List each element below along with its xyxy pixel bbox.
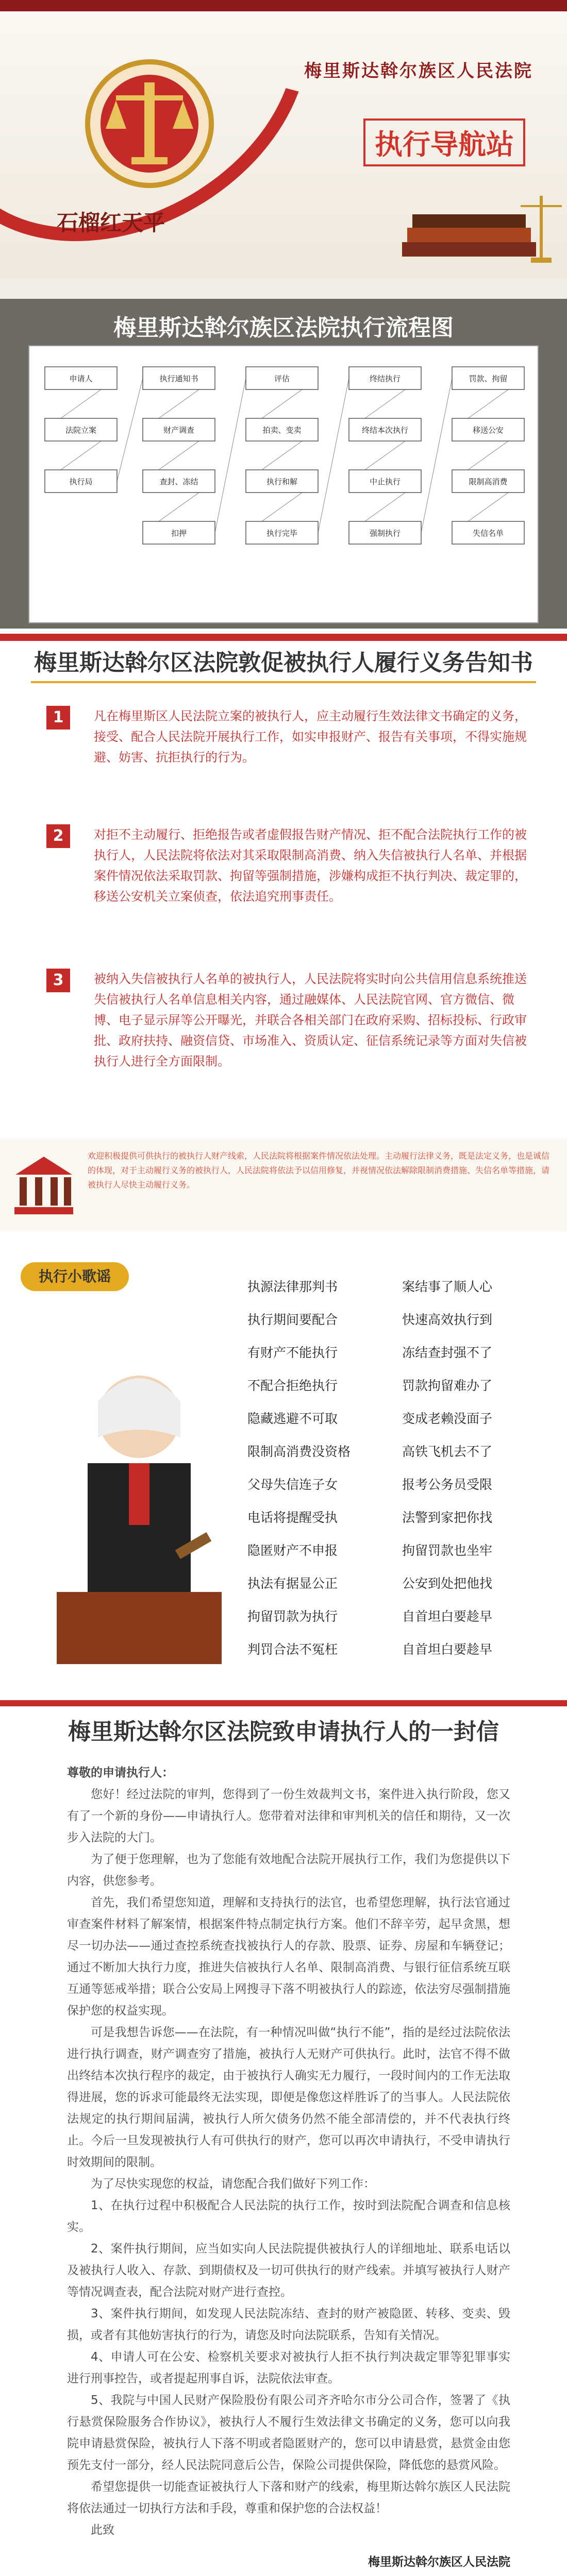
letter-header xyxy=(0,1700,567,1752)
rhyme-line: 快速高效执行到 xyxy=(402,1312,493,1327)
letter-paragraph: 您好！经过法院的审判，您得到了一份生效裁判文书，案件进入执行阶段，您又有了一个新的身份——申请执行人。您带着对法律和审判机关的信任和期待，又一次步入法院的大门。 xyxy=(67,1788,510,1844)
notice-top-bar xyxy=(0,634,567,641)
courthouse-icon xyxy=(10,1151,77,1218)
letter-body xyxy=(67,1762,510,2573)
letter-title: 梅里斯达斡尔区法院致申请执行人的一封信 xyxy=(68,1719,499,1745)
flow-connector xyxy=(318,378,349,533)
rhyme-line: 判罚合法不冤枉 xyxy=(247,1642,338,1657)
flow-node-label: 评估 xyxy=(274,374,290,383)
notice-divider xyxy=(31,681,536,683)
rhyme-line: 冻结查封强不了 xyxy=(402,1345,493,1360)
flow-node-label: 终结执行 xyxy=(369,374,401,383)
flow-node-label: 终结本次执行 xyxy=(361,426,409,435)
flow-connector xyxy=(117,378,143,481)
rhyme-line: 拘留罚款为执行 xyxy=(247,1609,338,1624)
court-name: 梅里斯达斡尔族区人民法院 xyxy=(304,61,533,81)
letter-paragraph: 4、申请人可在公安、检察机关要求对被执行人拒不执行判决裁定罪等犯罪事实进行刑事控告，或者提起刑事自诉，法院依法审查。 xyxy=(67,2350,510,2385)
notice-item-text: 对拒不主动履行、拒绝报告或者虚假报告财产情况、拒不配合法院执行工作的被执行人，人民法院将依法对其采取限制高消费、纳入失信被执行人名单、并根据案件情况依法采取罚款、拘留等强制措施，涉嫌构成拒不执行判决、裁定罪的，移送公安机关立案侦查，依法追究刑事责任。 xyxy=(94,827,527,904)
flow-node-label: 执行通知书 xyxy=(159,374,198,383)
notice-item-number: 2 xyxy=(46,824,70,848)
flowchart-title: 梅里斯达斡尔族区法院执行流程图 xyxy=(113,315,454,341)
rhyme-line: 拘留罚款也坐牢 xyxy=(402,1543,493,1558)
rhyme-line: 有财产不能执行 xyxy=(247,1345,338,1360)
letter-paragraph: 首先，我们希望您知道，理解和支持执行的法官，也希望您理解，执行法官通过审查案件材料了解案情，根据案件特点制定执行方案。他们不辞辛劳，起早贪黑，想尽一切办法——通过查控系统查找被执行人的存款、股票、证券、房屋和车辆登记；通过不断加大执行力度，推进失信被执行人名单、限制高消费、与银行征信系统互联互通等惩戒举措；联合公安局上网搜寻下落不明被执行人的踪迹，依法穷尽强制措施保护您的权益实现。 xyxy=(67,1896,510,2018)
rhyme-line: 隐匿财产不申报 xyxy=(247,1543,338,1558)
notice-item-number: 3 xyxy=(46,969,70,992)
rhyme-line: 不配合拒绝执行 xyxy=(247,1378,338,1393)
flow-node-label: 财产调查 xyxy=(163,426,195,435)
letter-signature: 梅里斯达斡尔族区人民法院 xyxy=(368,2555,510,2569)
letter-paragraph: 此致 xyxy=(91,2523,114,2537)
rhyme-label: 执行小歌谣 xyxy=(21,1262,129,1291)
letter-paragraph: 1、在执行过程中积极配合人民法院的执行工作，按时到法院配合调查和信息核实。 xyxy=(67,2199,510,2234)
rhyme-line: 执源法律那判书 xyxy=(247,1279,338,1294)
books-and-scale-icon xyxy=(392,185,562,273)
flow-node-label: 执行完毕 xyxy=(266,529,298,538)
flowchart-svg xyxy=(29,346,538,622)
flow-connector xyxy=(215,378,246,533)
flow-node-label: 罚款、拘留 xyxy=(469,374,508,383)
rhyme-line: 自首坦白要趁早 xyxy=(402,1609,493,1624)
notice-item xyxy=(46,824,526,979)
rhyme-section xyxy=(0,1252,567,1690)
rhyme-line: 法警到家把你找 xyxy=(402,1510,493,1525)
notice-footnote xyxy=(0,1139,567,1231)
letter-paragraph: 希望您提供一切能查证被执行人下落和财产的线索，梅里斯达斡尔族区人民法院将依法通过一切执行方法和手段，尊重和保护您的合法权益！ xyxy=(67,2480,510,2515)
judge-illustration-icon xyxy=(46,1345,232,1674)
notice-title: 梅里斯达斡尔区法院敦促被执行人履行义务告知书 xyxy=(34,650,533,676)
rhyme-line: 高铁飞机去不了 xyxy=(402,1444,493,1459)
footnote-text: 欢迎积极提供可供执行的被执行人财产线索，人民法院将根据案件情况依法处理。主动履行法律义务，既是法定义务，也是诚信的体现，对于主动履行义务的被执行人，人民法院将依法予以信用修复，并视情况依法解除限制消费措施、失信名单等措施，请被执行人尽快主动履行义务。 xyxy=(88,1151,550,1190)
letter-paragraphs xyxy=(67,1784,510,2541)
rhyme-line: 限制高消费没资格 xyxy=(247,1444,351,1459)
rhyme-line: 执法有据显公正 xyxy=(247,1576,338,1591)
notice-item-text: 被纳入失信被执行人名单的被执行人，人民法院将实时向公共信用信息系统推送失信被执行人名单信息相关内容，通过融媒体、人民法院官网、官方微信、微博、电子显示屏等公开曝光，并联合各相关部门在政府采购、招标投标、行政审批、政府扶持、融资信贷、市场准入、资质认定、征信系统记录等方面对失信被执行人进行全方面限制。 xyxy=(94,972,527,1069)
flow-node-label: 强制执行 xyxy=(369,529,401,538)
rhyme-line: 案结事了顺人心 xyxy=(402,1279,493,1294)
rhyme-line: 执行期间要配合 xyxy=(247,1312,338,1327)
flow-node-label: 申请人 xyxy=(69,374,93,383)
flow-connector xyxy=(421,378,452,533)
letter-top-bar xyxy=(0,1700,567,1706)
notice-item-number: 1 xyxy=(46,706,70,730)
letter-paragraph: 为了便于您理解，也为了您能有效地配合法院开展执行工作，我们为您提供以下内容，供您参考。 xyxy=(67,1853,510,1888)
flow-node-label: 查封、冻结 xyxy=(159,477,198,486)
notice-item xyxy=(46,706,526,829)
flow-node-label: 扣押 xyxy=(171,529,187,538)
letter-paragraph: 5、我院与中国人民财产保险股份有限公司齐齐哈尔市分公司合作，签署了《执行悬赏保险服务合作协议》，被执行人不履行生效法律文书确定的义务，您可以向我院申请悬赏保险，被执行人下落不明或者隐匿财产的，您可以申请悬赏，悬赏金由您预先支付一部分，经人民法院同意后公告，保险公司提供保险，降低您的悬赏风险。 xyxy=(67,2394,510,2472)
notice-item xyxy=(46,969,526,1139)
letter-greeting: 尊敬的申请执行人： xyxy=(67,1766,174,1780)
flow-node-label: 拍卖、变卖 xyxy=(262,426,302,435)
flow-node-label: 移送公安 xyxy=(472,426,504,435)
flowchart-section xyxy=(0,278,567,629)
letter-paragraph: 2、案件执行期间，应当如实向人民法院提供被执行人的详细地址、联系电话以及被执行人收入、存款、到期债权及一切可供执行的财产线索。并填写被执行人财产等情况调查表，配合法院对财产进行查控。 xyxy=(67,2242,510,2299)
rhyme-line: 自首坦白要趁早 xyxy=(402,1642,493,1657)
flow-node-label: 失信名单 xyxy=(472,529,504,538)
rhyme-line: 隐藏逃避不可取 xyxy=(247,1411,338,1426)
rhyme-line: 公安到处把他找 xyxy=(402,1576,493,1591)
rhyme-line: 变成老赖没面子 xyxy=(402,1411,493,1426)
rhyme-line: 报考公务员受限 xyxy=(402,1477,493,1492)
flow-node-label: 限制高消费 xyxy=(469,477,508,486)
letter-paragraph: 3、案件执行期间，如发现人民法院冻结、查封的财产被隐匿、转移、变卖、毁损，或者有其他妨害执行的行为，请您及时向法院联系，告知有关情况。 xyxy=(67,2307,510,2342)
rhyme-line: 电话将提醒受执 xyxy=(247,1510,338,1525)
flow-node-label: 执行局 xyxy=(69,477,93,486)
slogan: 石榴红天平 xyxy=(57,210,165,235)
rhyme-line: 罚款拘留难办了 xyxy=(402,1378,493,1393)
rhyme-line: 父母失信连子女 xyxy=(247,1477,338,1492)
flow-node-label: 执行和解 xyxy=(266,477,298,486)
flowchart-diagram xyxy=(28,345,539,623)
notice-header xyxy=(0,634,567,696)
notice-item-text: 凡在梅里斯区人民法院立案的被执行人，应主动履行生效法律文书确定的义务，接受、配合人民法院开展执行工作，如实申报财产、报告有关事项，不得实施规避、妨害、抗拒执行的行为。 xyxy=(94,709,527,765)
flow-node-label: 中止执行 xyxy=(369,477,401,486)
letter-paragraph: 为了尽快实现您的权益，请您配合我们做好下列工作： xyxy=(91,2177,375,2191)
flow-node-label: 法院立案 xyxy=(65,426,97,435)
header-banner xyxy=(0,0,567,278)
letter-paragraph: 可是我想告诉您——在法院，有一种情况叫做“执行不能”，指的是经过法院依法进行执行调查，财产调查穷了措施，被执行人无财产可供执行。此时，法官不得不做出终结本次执行程序的裁定，由于被执行人确实无力履行，一段时间内的工作无法取得进展，您的诉求可能最终无法实现，即便是像您这样胜诉了的当事人。人民法院依法规定的执行期间届满，被执行人所欠债务仍然不能全部清偿的，并不代表执行终止。今后一旦发现被执行人有可供执行的财产，您可以再次申请执行，不受申请执行时效期间的限制。 xyxy=(67,2026,510,2169)
page-title: 执行导航站 xyxy=(363,118,525,166)
court-emblem-icon xyxy=(67,46,232,201)
